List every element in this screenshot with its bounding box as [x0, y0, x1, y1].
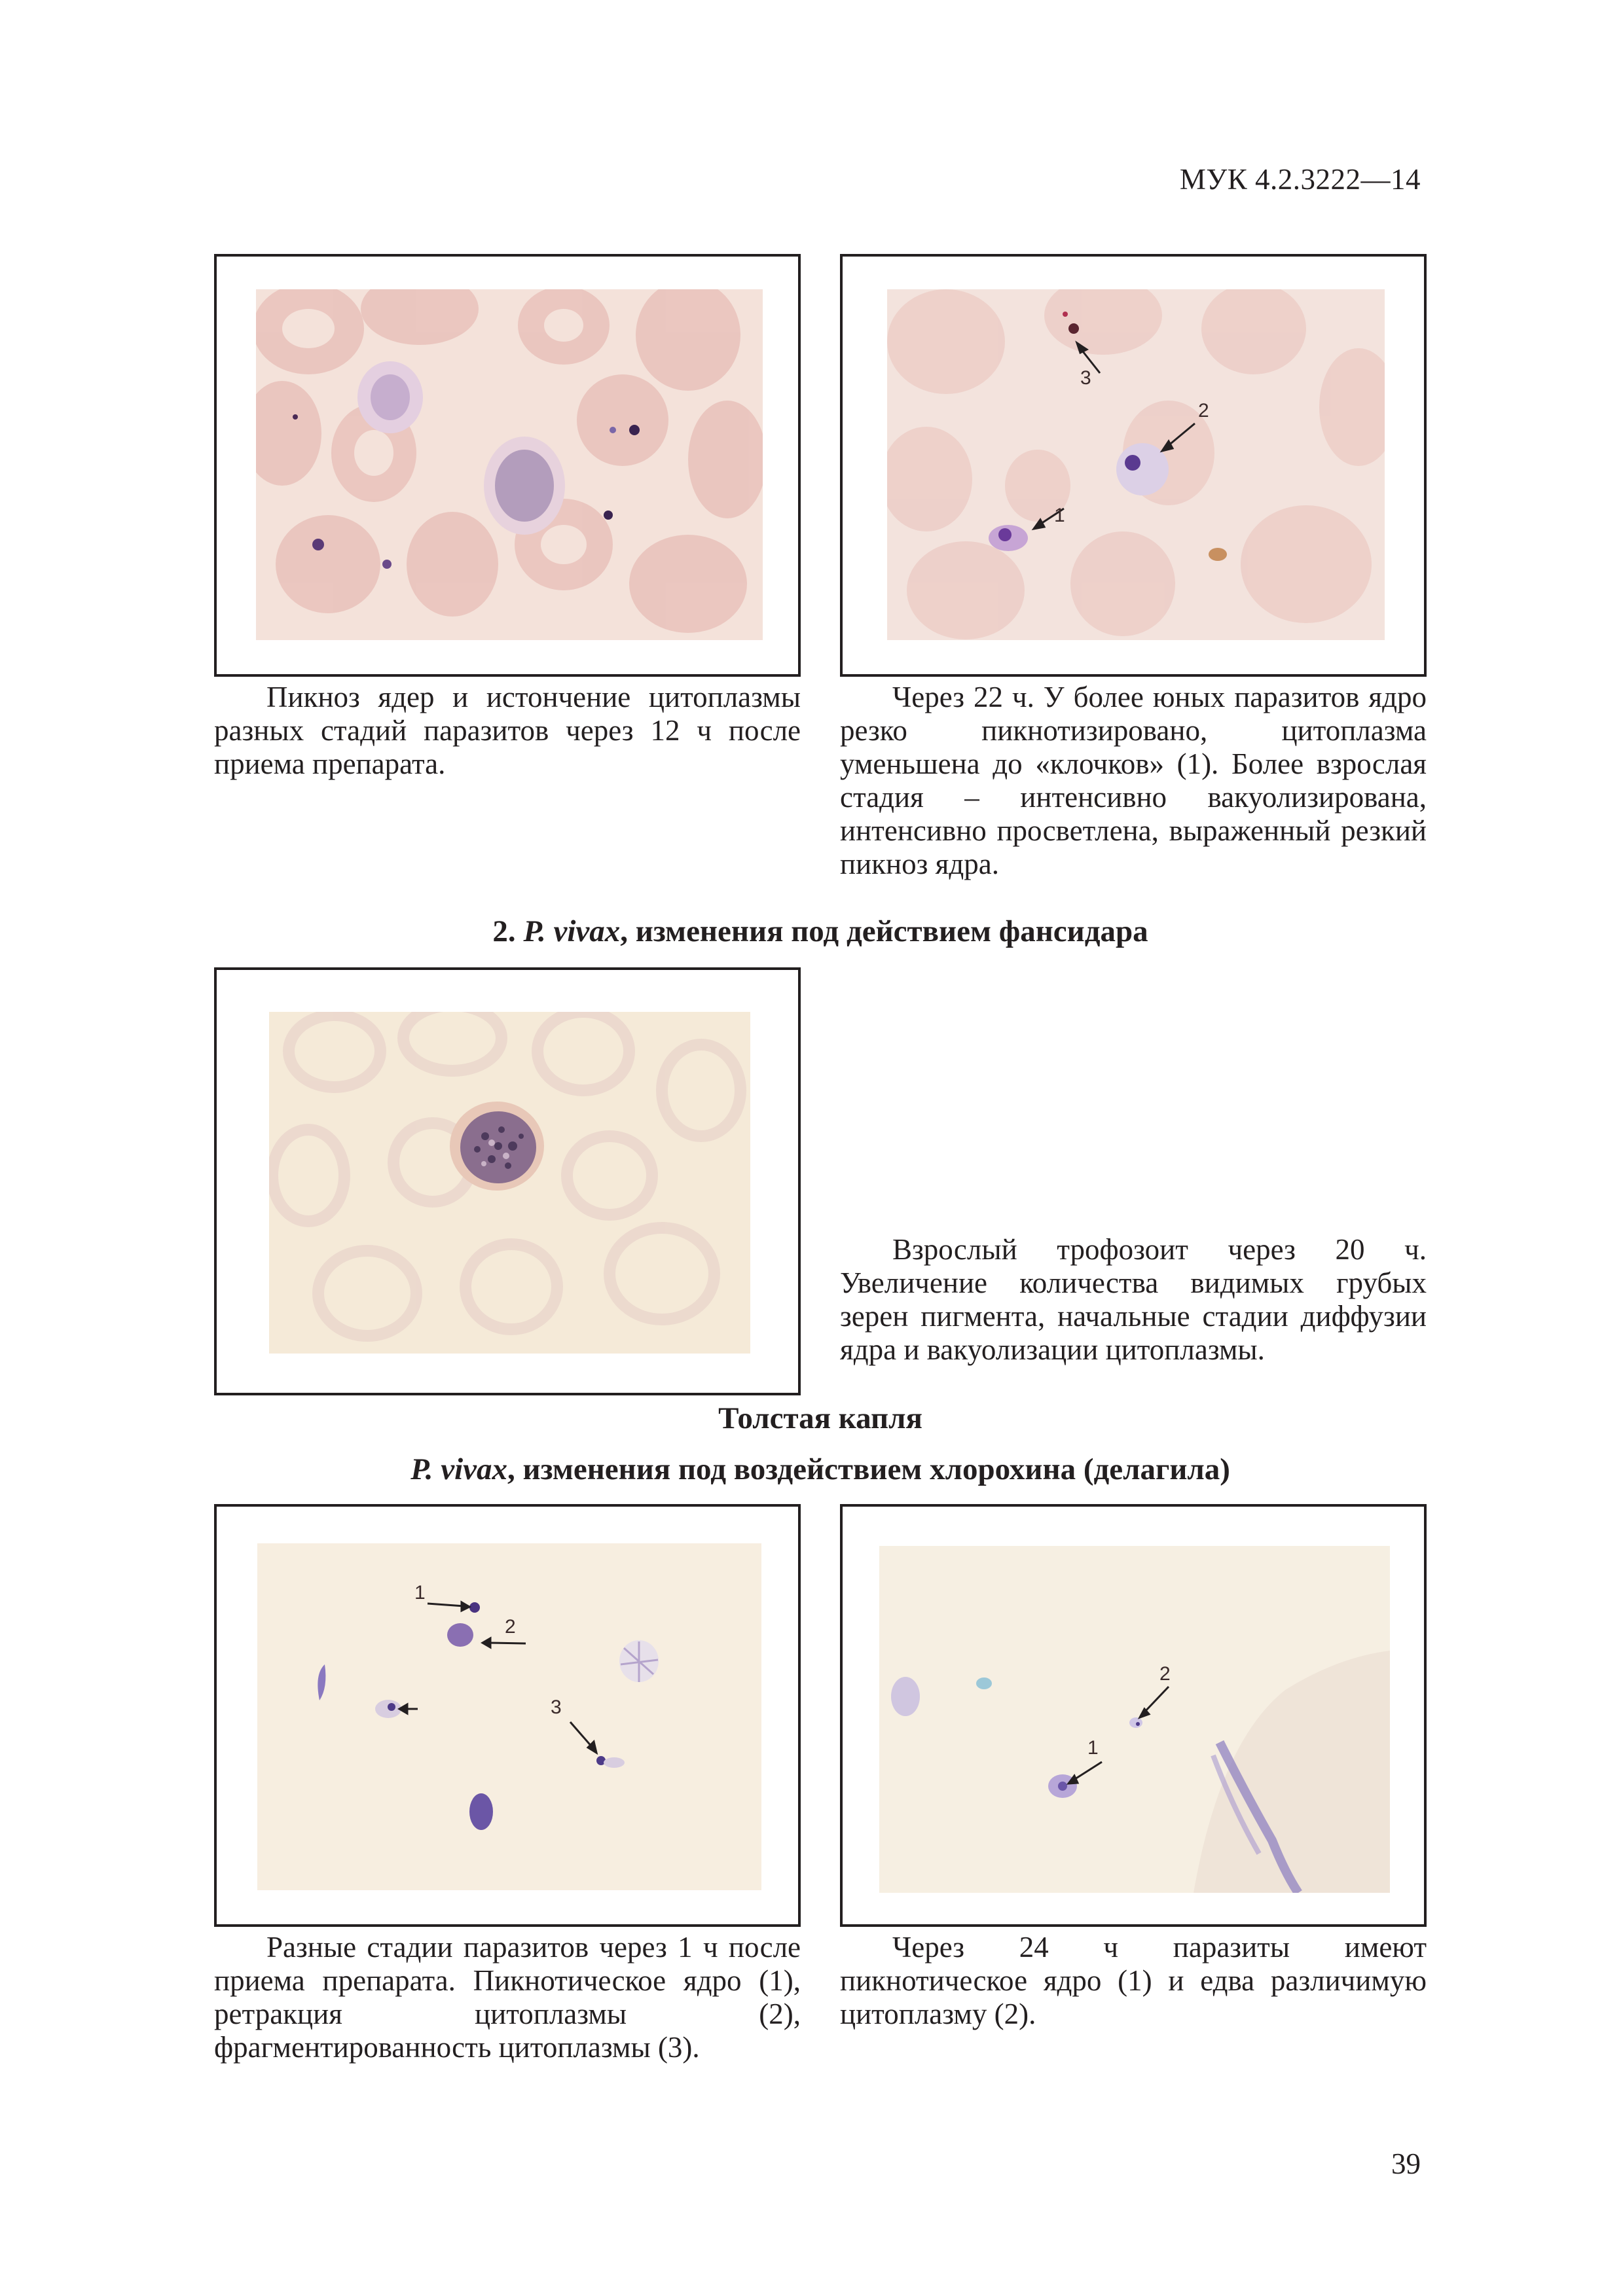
caption-1h-thick-drop [214, 1931, 801, 2064]
figure-frame-trophozoite-20h [214, 967, 801, 1395]
section-2-title-rest: , изменения под действием фансидара [620, 914, 1148, 948]
label-1: 1 [414, 1582, 426, 1604]
caption-text: Разные стадии паразитов через 1 ч после приема препарата. Пикнотическое ядро (1), ретракция цитоплазмы (2), фрагментированность цитоплазмы (3). [214, 1931, 801, 2064]
section-3-title [214, 1452, 1427, 1487]
section-3-subtitle: Толстая капля [718, 1401, 922, 1435]
caption-22h [840, 681, 1427, 881]
caption-24h-thick-drop [840, 1931, 1427, 2031]
label-2: 2 [505, 1616, 516, 1638]
species-name: P. vivax [523, 914, 621, 948]
caption-text: Пикноз ядер и истончение цитоплазмы разных стадий паразитов через 12 ч после приема препарата. [214, 681, 801, 780]
figure-frame-22h [840, 254, 1427, 677]
species-name: P. vivax [410, 1452, 508, 1486]
caption-text: Через 24 ч паразиты имеют пикнотическое ядро (1) и едва различимую цитоплазму (2). [840, 1931, 1427, 2030]
micrograph-pyknosis-12h [256, 289, 763, 640]
label-1: 1 [1087, 1737, 1099, 1759]
label-3: 3 [551, 1696, 562, 1718]
figure-frame-pyknosis-12h [214, 254, 801, 677]
label-3: 3 [1080, 367, 1091, 389]
caption-text: Через 22 ч. У более юных паразитов ядро резко пикнотизировано, цитоплазма уменьшена до «клочков» (1). Более взрослая стадия – интенсивно вакуолизирована, интенсивно просветлена, выраженный резкий пикноз ядра. [840, 681, 1427, 880]
section-2-title [214, 914, 1427, 949]
document-code: МУК 4.2.3222—14 [1179, 163, 1421, 196]
caption-text: Взрослый трофозоит через 20 ч. Увеличение количества видимых грубых зерен пигмента, начальные стадии диффузии ядра и вакуолизации цитоплазмы. [840, 1233, 1427, 1366]
micrograph-22h [887, 289, 1385, 640]
micrograph-1h-thick-drop [257, 1543, 761, 1890]
section-3-title-rest: , изменения под воздействием хлорохина (делагила) [507, 1452, 1230, 1486]
label-2: 2 [1198, 400, 1209, 422]
figure-frame-24h-thick-drop [840, 1504, 1427, 1927]
page-number: 39 [1391, 2147, 1421, 2180]
caption-trophozoite-20h [840, 1233, 1427, 1367]
label-1: 1 [1054, 505, 1065, 526]
micrograph-24h-thick-drop [879, 1546, 1390, 1893]
label-2: 2 [1159, 1663, 1171, 1685]
figure-frame-1h-thick-drop [214, 1504, 801, 1927]
section-2-number: 2. [492, 914, 516, 948]
micrograph-trophozoite-20h [269, 1012, 750, 1354]
caption-pyknosis-12h [214, 681, 801, 781]
